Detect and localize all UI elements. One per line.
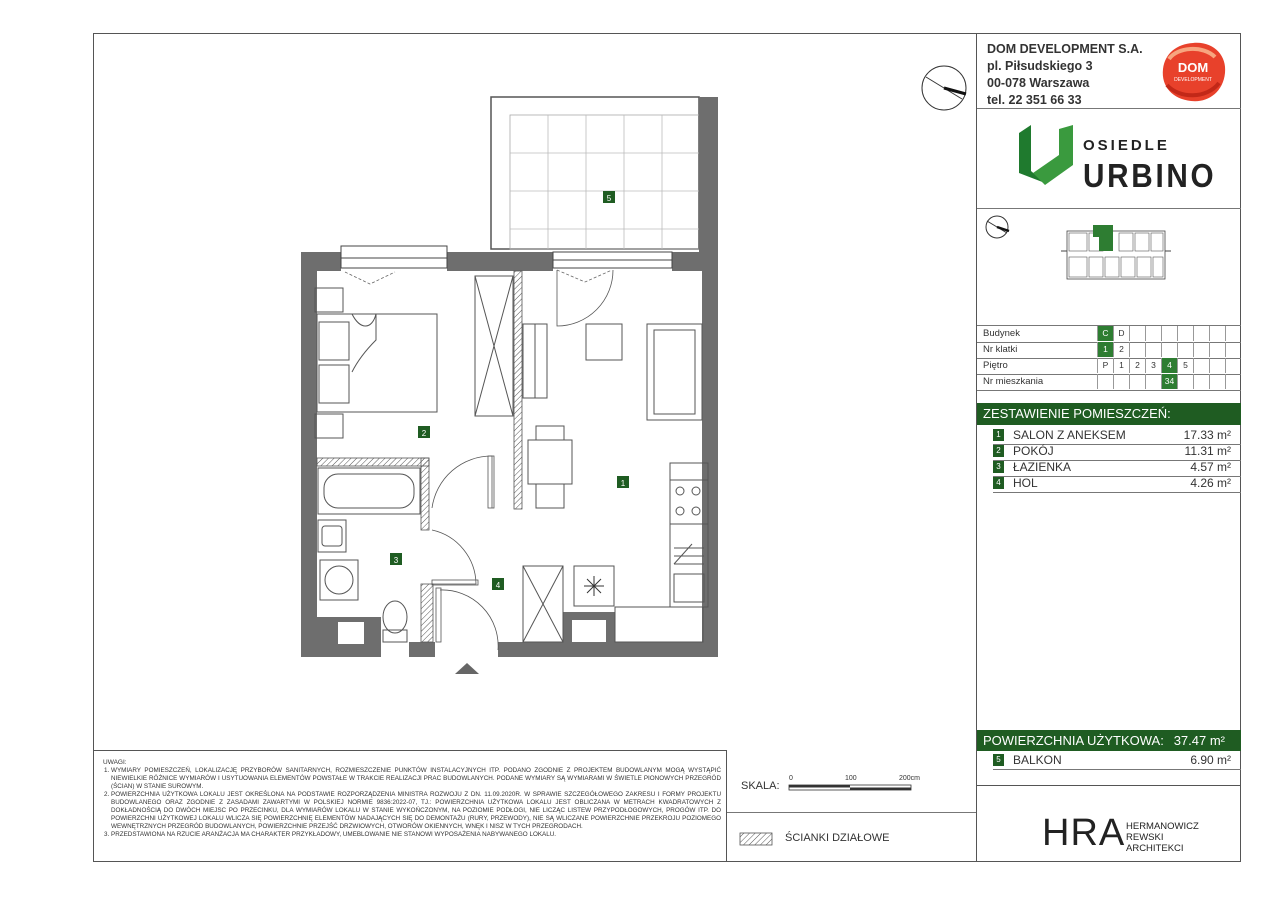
- balcony: [491, 97, 718, 259]
- info-cell: C: [1097, 326, 1113, 341]
- scale-label: SKALA:: [741, 780, 780, 792]
- info-label: Nr mieszkania: [983, 376, 1044, 387]
- room-row-2: 2 POKÓJ 11.31 m²: [993, 444, 1233, 460]
- dom-development-logo: [1157, 39, 1229, 105]
- usable-area-bar: [977, 730, 1241, 751]
- kitchen-units: [615, 463, 708, 642]
- bathroom-fixtures: [318, 468, 420, 642]
- partition-legend-label: ŚCIANKI DZIAŁOWE: [785, 832, 890, 844]
- info-cell: [1145, 326, 1161, 341]
- scale-tick-1: 100: [845, 775, 857, 782]
- usable-area-value: 37.47 m²: [1173, 733, 1225, 748]
- info-cell: P: [1097, 358, 1113, 373]
- info-cell: [1161, 326, 1177, 341]
- note-item: 1. WYMIARY POMIESZCZEŃ, LOKALIZACJĘ PRZYBORÓW SANITARNYCH, ROZMIESZCZENIE PUNKTÓW INSTALACYJNYCH ITP. PODANO ZGODNIE Z PROJEKTEM BUDOWLANYM MOGĄ WYSTĄPIĆ NIEWIELKIE RÓŻNICE WYMIARÓW I USYTUOWANIA ELEMENTÓW POWSTAŁE W TRAKCIE REALIZACJI PRAC BUDOWLANYCH. PODANE WYMIARY SĄ WYMIARAMI W ŚWIETLE PIONOWYCH PRZEGRÓD (ŚCIAN) W STANIE SUROWYM.: [111, 767, 721, 791]
- scale-legend-box: [727, 750, 976, 862]
- scale-tick-0: 0: [789, 775, 793, 782]
- key-plan: [981, 211, 1239, 323]
- company-city: 00-078 Warszawa: [987, 76, 1090, 90]
- north-arrow-icon: [922, 66, 966, 110]
- info-cell: 34: [1161, 374, 1177, 389]
- walls: [301, 252, 718, 657]
- info-cell: [1209, 358, 1225, 373]
- plan-label-2: 2: [421, 429, 427, 438]
- plan-label-4: 4: [495, 581, 501, 590]
- info-cell: 5: [1177, 358, 1193, 373]
- architect-box: [976, 785, 1241, 862]
- plan-label-1: 1: [620, 479, 626, 488]
- info-cell: [1193, 374, 1209, 389]
- company-address: [987, 41, 1143, 109]
- room-row-1: 1 SALON Z ANEKSEM 17.33 m²: [993, 428, 1233, 444]
- room-row-3: 3 ŁAZIENKA 4.57 m²: [993, 460, 1233, 476]
- info-cell: [1177, 342, 1193, 357]
- info-cell: [1177, 326, 1193, 341]
- notes-box: [93, 750, 727, 862]
- estate-line1: OSIEDLE: [1083, 137, 1170, 154]
- info-cell: D: [1113, 326, 1129, 341]
- estate-line2: URBINO: [1083, 157, 1217, 194]
- scale-tick-2: 200cm: [899, 775, 921, 782]
- architect-mark: HRA: [1042, 812, 1126, 854]
- info-cell: [1225, 358, 1241, 373]
- info-cell: [1129, 342, 1145, 357]
- info-cell: 1: [1113, 358, 1129, 373]
- wardrobe: [475, 276, 547, 416]
- key-plan-compass-icon: [986, 216, 1009, 238]
- info-cell: [1145, 374, 1161, 389]
- info-label: Nr klatki: [983, 344, 1018, 355]
- info-cell: [1225, 374, 1241, 389]
- architect-name: HERMANOWICZ REWSKI ARCHITEKCI: [1126, 821, 1199, 854]
- info-label: Piętro: [983, 360, 1008, 371]
- usable-area-label: POWIERZCHNIA UŻYTKOWA:: [983, 733, 1164, 748]
- info-cell: [1209, 342, 1225, 357]
- svg-text:DOM: DOM: [1177, 60, 1209, 75]
- info-cell: [1129, 326, 1145, 341]
- info-cell: [1161, 342, 1177, 357]
- info-cell: [1193, 342, 1209, 357]
- partition-legend-icon: [739, 832, 773, 846]
- info-panel: [976, 33, 1241, 862]
- svg-text:DEVELOPMENT: DEVELOPMENT: [1174, 77, 1212, 83]
- info-cell: [1113, 374, 1129, 389]
- info-cell: 4: [1161, 358, 1177, 373]
- notes-list: [103, 767, 721, 839]
- osiedle-urbino-logo-icon: [1019, 125, 1075, 187]
- plan-label-5: 5: [606, 194, 612, 203]
- summary-header: [977, 403, 1241, 425]
- info-cell: 2: [1113, 342, 1129, 357]
- room-row-4: 4 HOL 4.26 m²: [993, 476, 1233, 492]
- info-cell: [1209, 374, 1225, 389]
- info-cell: [1177, 374, 1193, 389]
- notes-title: UWAGI:: [103, 759, 127, 766]
- partition-walls: [317, 271, 522, 642]
- company-street: pl. Piłsudskiego 3: [987, 59, 1093, 73]
- bed: [315, 288, 437, 438]
- plan-label-3: 3: [393, 556, 399, 565]
- info-cell: [1225, 342, 1241, 357]
- info-cell: 1: [1097, 342, 1113, 357]
- info-cell: 3: [1145, 358, 1161, 373]
- info-label: Budynek: [983, 328, 1020, 339]
- info-cell: 2: [1129, 358, 1145, 373]
- info-cell: [1129, 374, 1145, 389]
- info-cell: [1193, 326, 1209, 341]
- scale-bar: [787, 774, 921, 796]
- living-furniture: [523, 324, 702, 642]
- info-cell: [1209, 326, 1225, 341]
- info-cell: [1145, 342, 1161, 357]
- note-item: 2. POWIERZCHNIA UŻYTKOWA LOKALU JEST OKREŚLONA NA PODSTAWIE ROZPORZĄDZENIA MINISTRA ROZWOJU Z DN. 11.09.2020R. W SPRAWIE SZCZEGÓŁOWEGO ZAKRESU I FORMY PROJEKTU BUDOWLANEGO ORAZ ZGODNIE Z ZASADAMI ZAWARTYMI W POLSKIEJ NORMIE 9836:2022-07, TJ.: POWIERZCHNIA UŻYTKOWA LOKALU JEST OBLICZANA W METRACH KWADRATOWYCH Z DOKŁADNOŚCIĄ DO DWÓCH MIEJSC PO PRZECINKU, DLA WYMIARÓW LOKALU W STANIE WYKOŃCZONYM, NA POZIOMIE PODŁOGI, NIE LICZĄC LISTEW PRZYPODŁOGOWYCH, PROGÓW ITP. DO POWIERZCHNI UŻYTKOWEJ LOKALU WLICZA SIĘ POWIERZCHNIĘ ELEMENTÓW NADAJĄCYCH SIĘ DO DEMONTAŻU (RURY, PRZEWODY), NIE SĄ WLICZANE POWIERZCHNIE PRZEKROJU POZIOMEGO WEWNĘTRZNYCH PRZEGRÓD BUDOWLANYCH, POWIERZCHNIE PRZEJŚĆ DRZWIOWYCH, OTWORÓW OKIENNYCH, WNĘK I NISZ W TYCH PRZEGRODACH.: [111, 791, 721, 831]
- note-item: 3. PRZEDSTAWIONA NA RZUCIE ARANŻACJA MA CHARAKTER PRZYKŁADOWY, UMEBLOWANIE NIE STANOWI WYPOSAŻENIA NABYWANEGO LOKALU.: [111, 831, 721, 839]
- company-phone: tel. 22 351 66 33: [987, 93, 1082, 107]
- summary-title: ZESTAWIENIE POMIESZCZEŃ:: [983, 406, 1171, 421]
- info-cell: [1193, 358, 1209, 373]
- balcony-row: 5 BALKON 6.90 m²: [993, 753, 1233, 769]
- company-name: DOM DEVELOPMENT S.A.: [987, 42, 1143, 56]
- info-cell: [1097, 374, 1113, 389]
- info-cell: [1225, 326, 1241, 341]
